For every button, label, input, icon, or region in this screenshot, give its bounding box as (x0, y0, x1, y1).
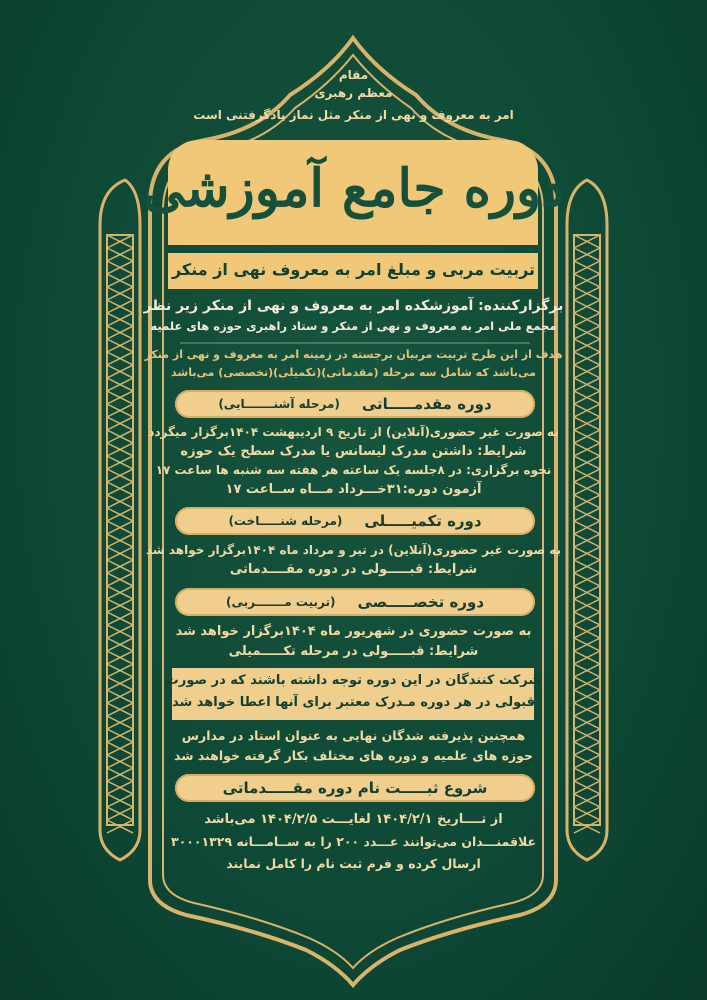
registration-heading-text: شروع ثبـــــت نام دوره مقـــــدماتی (222, 779, 488, 797)
header-line1: مقام (338, 68, 369, 82)
stage-1-line: به صورت غیر حضوری(آنلاین) از تاریخ ۹ اردیبهشت ۱۴۰۴برگزار میگردد (148, 425, 559, 439)
stage-name: دوره تکمیـــــلی (364, 512, 482, 530)
stage-2-line: به صورت غیر حضوری(آنلاین) در تیر و مرداد ماه ۱۴۰۴برگزار خواهد شد (145, 543, 562, 557)
organizer-line1: برگزارکننده: آموزشکده امر به معروف و نهی از منکر زیر نظر (143, 298, 564, 314)
stage-3-heading (175, 588, 535, 616)
subtitle: تربیت مربی و مبلغ امر به معروف نهی از منکر (171, 260, 536, 279)
header-quote: امر به معروف و نهی از منکر مثل نماز یادگرفتنی است (193, 108, 514, 122)
stage-3-line: به صورت حضوری در شهریور ماه ۱۴۰۴برگزار خواهد شد (175, 624, 532, 639)
stage-1-line: آزمون دوره:۳۱خـــرداد مـــاه ســاعت ۱۷ (225, 482, 482, 497)
stage-1-heading (175, 390, 535, 418)
organizer-line2: مجمع ملی امر به معروف و نهی از منکر و ستاد راهبری حوزه های علمیه (150, 319, 557, 333)
notice-line2: قبولی در هر دوره مـدرک معتبر برای آنها اعطا خواهد شد (171, 695, 536, 710)
course-title: دوره جامع آموزشی (142, 158, 565, 219)
registration-line: از تــــاریخ ۱۴۰۴/۲/۱ لغایـــت ۱۴۰۴/۲/۵ می‌باشد (204, 812, 503, 827)
registration-heading (175, 774, 535, 802)
registration-line: علاقمنـــدان می‌توانند عـــدد ۲۰۰ را به ســامـــانه ۳۰۰۰۱۳۲۹ (170, 834, 537, 849)
stage-2-heading (175, 507, 535, 535)
stage-phase: (مرحله شنـــــاخت) (228, 514, 343, 528)
goal-line2: می‌باشد که شامل سه مرحله (مقدماتی)(تکمیلی)(تخصصی) می‌باشد (171, 366, 536, 379)
stage-1-line: شرایط: داشتن مدرک لیسانس یا مدرک سطح یک حوزه (180, 444, 527, 459)
goal-line1: هدف از این طرح تربیت مربیان برجسته در زمینه امر به معروف و نهی از منکر (144, 348, 563, 361)
stage-2-line: شرایط: قبـــــولی در دوره مقــــدماتی (229, 562, 478, 577)
stage-1-line: نحوه برگزاری: در ۸جلسه یک ساعته هر هفته سه شنبه ها ساعت ۱۷ (155, 463, 552, 477)
employment-line1: همچنین پذیرفته شدگان نهایی به عنوان استاد در مدارس (181, 728, 526, 743)
header-line2: معظم رهبری (314, 86, 393, 100)
stage-name: دوره مقدمـــــاتی (361, 395, 492, 413)
employment-line2: حوزه های علمیه و دوره های مختلف بکار گرفته خواهند شد (173, 748, 534, 763)
stage-name: دوره تخصـــــصی (357, 593, 485, 611)
stage-phase: (تربیت مـــــــربی) (225, 595, 336, 609)
stage-3-line: شرایط: قبـــــولی در مرحله تکـــــمیلی (228, 644, 479, 659)
registration-line: ارسال کرده و فرم ثبت نام را کامل نمایند (226, 856, 481, 871)
stage-phase: (مرحله آشنـــــــایی) (218, 397, 340, 411)
notice-line1: شرکت کنندگان در این دوره توجه داشته باشند که در صورت (165, 673, 542, 688)
